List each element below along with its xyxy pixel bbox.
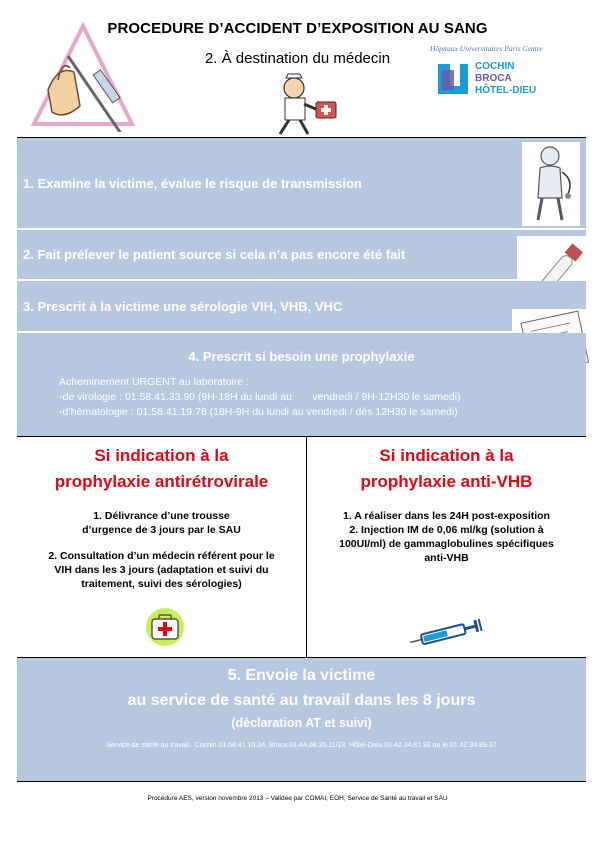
step-2-row — [17, 230, 586, 281]
vhb-title-line2: prophylaxie anti-VHB — [360, 472, 533, 491]
step-5-row — [17, 658, 586, 781]
step-5-line3: (déclaration AT et suivi) — [231, 716, 372, 730]
arv-item1-line2: d’urgence de 3 jours par le SAU — [82, 524, 241, 536]
step-3-text: 3. Prescrit à la victime une sérologie VIH, VHB, VHC — [23, 299, 343, 314]
step-1-text: 1. Examine la victime, évalue le risque de transmission — [23, 176, 362, 191]
occupational-health-contacts: Service de santé au travail : Cochin 01.58.41.10.34, Broca 01.44.08.35.11/13, Hôtel-Dieu 01.42.34.81.92 ou le 01.42.34.89.37 — [106, 742, 497, 749]
step-4-hematology-phone: -d’hématologie : 01.58.41.19.78 (18H-9H du lundi au vendredi / dès 12H30 le samedi) — [59, 406, 458, 418]
vhb-item2-line2: 100UI/ml) de gammaglobulines spécifiques — [339, 538, 554, 550]
footer-version: Procédure AES, version novembre 2013 – Validée par COMAI, EOH, Service de Santé au travail et SAU — [147, 795, 448, 802]
stethoscope-figure-icon — [522, 142, 580, 226]
step-4-title: 4. Prescrit si besoin une prophylaxie — [188, 349, 415, 364]
vhb-item1: 1. A réaliser dans les 24H post-exposition — [343, 510, 550, 522]
step-2-text: 2. Fait prélever le patient source si cela n’a pas encore été fait — [23, 247, 406, 262]
hospital-names — [475, 61, 536, 97]
arv-title-line2: prophylaxie antirétrovirale — [54, 472, 269, 491]
document-subtitle: 2. À destination du médecin — [204, 50, 391, 67]
vhb-item2-line1: 2. Injection IM de 0,06 ml/kg (solution à — [349, 524, 544, 536]
syringe-icon — [407, 615, 497, 649]
vhb-item2-line3: anti-VHB — [424, 552, 469, 564]
arv-column — [17, 437, 306, 591]
arv-title-line1: Si indication à la — [94, 446, 229, 465]
step-4-row — [17, 333, 586, 437]
prophylaxis-section — [17, 437, 586, 658]
hospital-logo — [430, 44, 590, 96]
hospital-group-name: Hôpitaux Universitaires Paris Centre — [430, 44, 543, 53]
first-aid-kit-icon — [145, 607, 185, 647]
step-4-lab-intro: Acheminement URGENT au laboratoire : — [59, 376, 250, 388]
step-5-line2: au service de santé au travail dans les 8 jours — [127, 692, 476, 709]
step-1-row — [17, 138, 586, 230]
step-4-virology-phone: -de virologie : 01.58.41.33.90 (9H-18H du lundi au vendredi / 9H-12H30 le samedi) — [59, 391, 461, 403]
hospital-logo-mark — [434, 58, 472, 98]
hospital-cochin: COCHIN — [475, 61, 515, 72]
step-5-line1: 5. Envoie la victime — [227, 667, 376, 684]
vhb-title-line1: Si indication à la — [379, 446, 514, 465]
doctor-running-icon — [256, 72, 352, 138]
vhb-column — [307, 437, 586, 565]
arv-item2-line1: 2. Consultation d’un médecin référent pour le — [48, 550, 275, 562]
hospital-broca: BROCA — [475, 73, 512, 84]
document-title: PROCEDURE D’ACCIDENT D’EXPOSITION AU SANG — [107, 20, 488, 37]
step-3-row — [17, 281, 586, 333]
arv-item1-line1: 1. Délivrance d’une trousse — [93, 510, 230, 522]
arv-item2-line2: VIH dans les 3 jours (adaptation et suivi du — [54, 564, 269, 576]
arv-item2-line3: traitement, suivi des sérologies) — [81, 578, 242, 590]
needle-warning-icon — [28, 20, 138, 132]
hospital-hotel-dieu: HÔTEL-DIEU — [475, 85, 537, 96]
